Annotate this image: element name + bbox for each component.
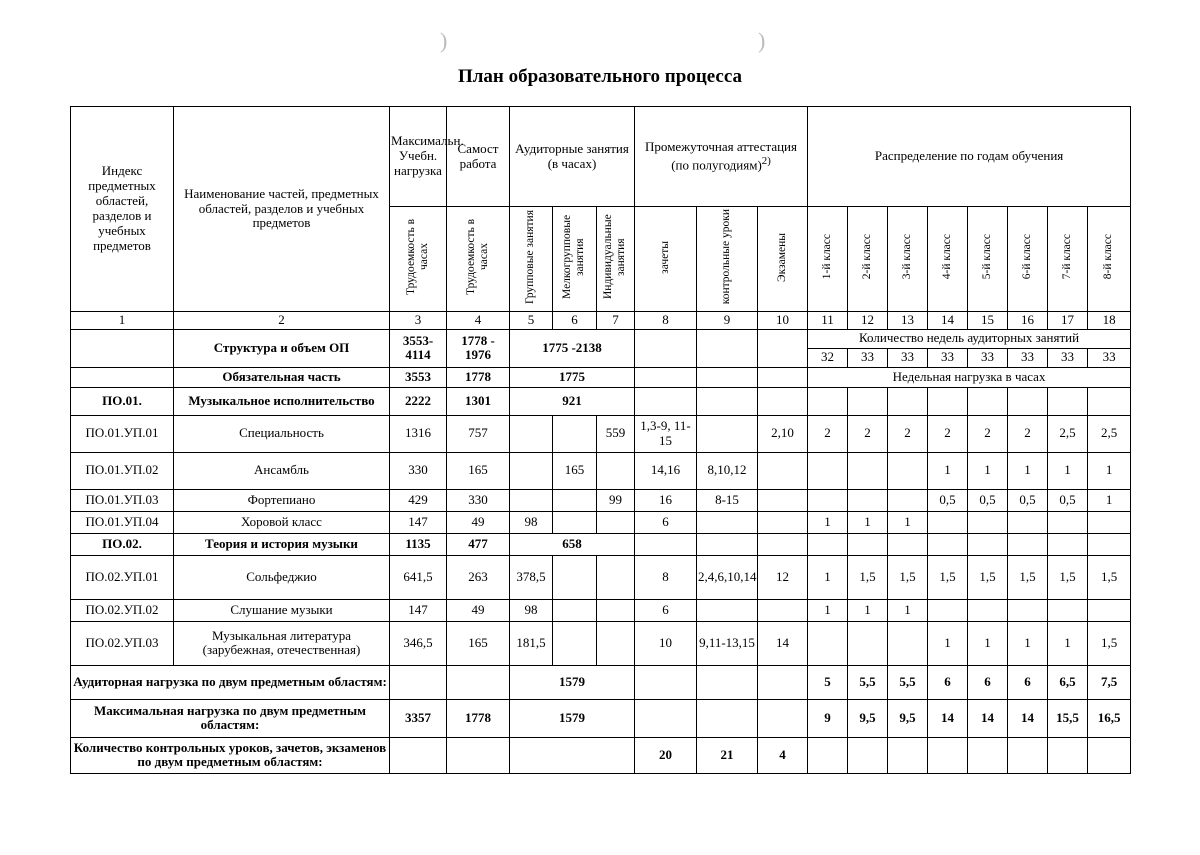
empty-cell [968,737,1008,773]
subject-class-6: 0,5 [1008,489,1048,511]
subject-class-7: 2,5 [1048,415,1088,452]
subject-index: ПО.01.УП.04 [71,511,174,533]
empty-cell [697,533,758,555]
header-index: Индекс предметных областей, разделов и учебных предметов [71,107,174,312]
total-auditory-class-4: 6 [928,665,968,699]
subject-class-5: 1 [968,621,1008,665]
total-auditory-value: 1579 [510,665,635,699]
empty-cell [758,699,808,737]
empty-cell [447,737,510,773]
subject-class-4: 0,5 [928,489,968,511]
subject-control-lessons: 9,11-13,15 [697,621,758,665]
col-num: 17 [1048,311,1088,329]
subject-class-3 [888,489,928,511]
total-auditory-row [71,665,1131,699]
subject-self: 757 [447,415,510,452]
subject-class-6: 1 [1008,452,1048,489]
subject-control-lessons: 8-15 [697,489,758,511]
total-control-lessons: 21 [697,737,758,773]
subject-class-4: 2 [928,415,968,452]
section-self: 477 [447,533,510,555]
subject-class-3 [888,621,928,665]
total-auditory-label: Аудиторная нагрузка по двум предметным областям: [71,665,390,699]
header-class-1: 1-й класс [808,207,848,312]
total-max-class-1: 9 [808,699,848,737]
total-max-self: 1778 [447,699,510,737]
total-max-class-7: 15,5 [1048,699,1088,737]
subject-class-8 [1088,599,1131,621]
header-class-5: 5-й класс [968,207,1008,312]
subject-class-4 [928,511,968,533]
col-num: 15 [968,311,1008,329]
empty-cell [635,665,697,699]
empty-cell [808,737,848,773]
header-small-group: Мелкогрупповые занятия [553,207,597,312]
col-num: 2 [174,311,390,329]
education-plan-table [70,106,1131,774]
header-attestation [635,107,808,207]
empty-cell [848,533,888,555]
subject-class-8: 1 [1088,489,1131,511]
subject-class-4: 1 [928,621,968,665]
subject-small-group [553,489,597,511]
subject-class-3: 1 [888,599,928,621]
subject-class-6 [1008,511,1048,533]
total-max-class-8: 16,5 [1088,699,1131,737]
weekly-load-label: Недельная нагрузка в часах [808,367,1131,387]
empty-cell [1088,737,1131,773]
col-num: 13 [888,311,928,329]
subject-index: ПО.01.УП.01 [71,415,174,452]
subject-class-7 [1048,511,1088,533]
weeks-class-2: 33 [848,348,888,367]
col-num: 16 [1008,311,1048,329]
subject-control-lessons: 2,4,6,10,14 [697,555,758,599]
col-num: 18 [1088,311,1131,329]
subject-class-2 [848,489,888,511]
subject-index: ПО.02.УП.02 [71,599,174,621]
subject-row [71,415,1131,452]
subject-small-group [553,621,597,665]
section-self: 1301 [447,387,510,415]
subject-max: 330 [390,452,447,489]
subject-class-6: 2 [1008,415,1048,452]
subject-class-1 [808,452,848,489]
subject-zachety: 8 [635,555,697,599]
section-auditory: 921 [510,387,635,415]
total-auditory-class-6: 6 [1008,665,1048,699]
empty-cell [390,737,447,773]
total-auditory-class-1: 5 [808,665,848,699]
subject-class-3: 2 [888,415,928,452]
subject-max: 429 [390,489,447,511]
total-zachety: 20 [635,737,697,773]
col-num: 9 [697,311,758,329]
subject-row [71,489,1131,511]
subject-exams [758,511,808,533]
total-auditory-class-8: 7,5 [1088,665,1131,699]
section-auditory: 658 [510,533,635,555]
subject-self: 49 [447,511,510,533]
subject-group [510,415,553,452]
empty-cell [635,533,697,555]
subject-class-7 [1048,599,1088,621]
page-title: План образовательного процесса [457,66,743,87]
header-self-hours: Трудоемкость в часах [447,207,510,312]
total-max-class-4: 14 [928,699,968,737]
subject-self: 49 [447,599,510,621]
subject-class-2: 2 [848,415,888,452]
structure-max: 3553-4114 [390,329,447,367]
weeks-class-7: 33 [1048,348,1088,367]
section-index: ПО.01. [71,387,174,415]
subject-index: ПО.01.УП.03 [71,489,174,511]
subject-control-lessons [697,511,758,533]
header-max-hours: Трудоемкость в часах [390,207,447,312]
empty-cell [1008,387,1048,415]
weeks-class-4: 33 [928,348,968,367]
empty-cell [848,737,888,773]
empty-cell [1088,533,1131,555]
total-auditory-class-5: 6 [968,665,1008,699]
subject-group: 98 [510,599,553,621]
structure-self: 1778 - 1976 [447,329,510,367]
subject-self: 165 [447,452,510,489]
subject-class-7: 0,5 [1048,489,1088,511]
header-control-lessons: контрольные уроки [697,207,758,312]
subject-control-lessons [697,415,758,452]
col-num: 3 [390,311,447,329]
col-num: 4 [447,311,510,329]
subject-exams: 2,10 [758,415,808,452]
empty-cell [808,533,848,555]
subject-class-3: 1,5 [888,555,928,599]
plan-rows [71,387,1131,665]
weeks-class-6: 33 [1008,348,1048,367]
subject-class-8: 1,5 [1088,621,1131,665]
subject-class-1: 1 [808,599,848,621]
header-auditory: Аудиторные занятия (в часах) [510,107,635,207]
subject-individual: 559 [597,415,635,452]
subject-row [71,452,1131,489]
subject-class-8: 2,5 [1088,415,1131,452]
weeks-class-1: 32 [808,348,848,367]
subject-class-8 [1088,511,1131,533]
subject-zachety: 1,3-9, 11-15 [635,415,697,452]
structure-auditory: 1775 -2138 [510,329,635,367]
subject-class-1: 1 [808,555,848,599]
subject-row [71,511,1131,533]
subject-max: 346,5 [390,621,447,665]
subject-max: 641,5 [390,555,447,599]
empty-cell [1048,387,1088,415]
subject-index: ПО.02.УП.03 [71,621,174,665]
header-class-8: 8-й класс [1088,207,1131,312]
col-num: 10 [758,311,808,329]
subject-zachety: 16 [635,489,697,511]
section-name: Теория и история музыки [174,533,390,555]
subject-name: Музыкальная литература (зарубежная, отечественная) [174,621,390,665]
subject-class-3 [888,452,928,489]
empty-cell [758,387,808,415]
subject-exams [758,599,808,621]
col-num: 12 [848,311,888,329]
subject-class-5 [968,511,1008,533]
empty-cell [635,329,697,367]
col-num: 8 [635,311,697,329]
structure-index [71,329,174,367]
subject-group [510,489,553,511]
subject-class-1: 2 [808,415,848,452]
empty-cell [635,387,697,415]
subject-index: ПО.02.УП.01 [71,555,174,599]
column-numbers-row [71,311,1131,329]
header-distribution: Распределение по годам обучения [808,107,1131,207]
subject-class-1: 1 [808,511,848,533]
mandatory-self: 1778 [447,367,510,387]
subject-class-4: 1 [928,452,968,489]
subject-zachety: 10 [635,621,697,665]
empty-cell [848,387,888,415]
empty-cell [71,367,174,387]
empty-cell [758,329,808,367]
subject-class-6: 1 [1008,621,1048,665]
empty-cell [635,367,697,387]
empty-cell [697,387,758,415]
total-max-auditory: 1579 [510,699,635,737]
subject-zachety: 6 [635,599,697,621]
subject-class-6 [1008,599,1048,621]
subject-zachety: 6 [635,511,697,533]
total-auditory-class-2: 5,5 [848,665,888,699]
subject-class-2: 1 [848,511,888,533]
total-max-class-2: 9,5 [848,699,888,737]
total-max-class-6: 14 [1008,699,1048,737]
subject-self: 165 [447,621,510,665]
empty-cell [928,387,968,415]
header-name: Наименование частей, предметных областей, разделов и учебных предметов [174,107,390,312]
empty-cell [635,699,697,737]
subject-individual [597,555,635,599]
subject-row [71,599,1131,621]
mandatory-auditory: 1775 [510,367,635,387]
total-count-label: Количество контрольных уроков, зачетов, экзаменов по двум предметным областям: [71,737,390,773]
header-attestation-text: Промежуточная аттестация (по полугодиям) [645,138,797,173]
subject-group: 181,5 [510,621,553,665]
empty-cell [1008,533,1048,555]
total-auditory-class-7: 6,5 [1048,665,1088,699]
section-index: ПО.02. [71,533,174,555]
subject-class-5: 1,5 [968,555,1008,599]
subject-group: 98 [510,511,553,533]
subject-class-8: 1 [1088,452,1131,489]
empty-cell [928,533,968,555]
header-self: Самост работа [447,107,510,207]
empty-cell [697,699,758,737]
subject-class-5 [968,599,1008,621]
mandatory-max: 3553 [390,367,447,387]
subject-zachety: 14,16 [635,452,697,489]
subject-group [510,452,553,489]
empty-cell [390,665,447,699]
section-max: 1135 [390,533,447,555]
weeks-class-8: 33 [1088,348,1131,367]
empty-cell [697,329,758,367]
subject-small-group [553,555,597,599]
subject-name: Специальность [174,415,390,452]
subject-row [71,621,1131,665]
subject-class-1 [808,489,848,511]
empty-cell [928,737,968,773]
header-zachety: зачеты [635,207,697,312]
empty-cell [1048,737,1088,773]
empty-cell [758,533,808,555]
subject-control-lessons [697,599,758,621]
empty-cell [697,367,758,387]
col-num: 11 [808,311,848,329]
subject-individual [597,511,635,533]
subject-control-lessons: 8,10,12 [697,452,758,489]
subject-max: 147 [390,599,447,621]
total-auditory-class-3: 5,5 [888,665,928,699]
subject-name: Слушание музыки [174,599,390,621]
total-max-class-3: 9,5 [888,699,928,737]
subject-class-2: 1,5 [848,555,888,599]
header-class-2: 2-й класс [848,207,888,312]
subject-max: 1316 [390,415,447,452]
empty-cell [447,665,510,699]
subject-class-5: 1 [968,452,1008,489]
subject-class-6: 1,5 [1008,555,1048,599]
subject-class-2 [848,452,888,489]
header-attestation-sup: 2) [761,154,771,167]
empty-cell [758,367,808,387]
empty-cell [888,533,928,555]
empty-cell [1048,533,1088,555]
subject-class-3: 1 [888,511,928,533]
subject-individual [597,621,635,665]
header-max: Максимальн. Учебн. нагрузка [390,107,447,207]
col-num: 6 [553,311,597,329]
empty-cell [1008,737,1048,773]
subject-small-group: 165 [553,452,597,489]
mandatory-label: Обязательная часть [174,367,390,387]
subject-class-5: 0,5 [968,489,1008,511]
section-row [71,387,1131,415]
empty-cell [758,665,808,699]
col-num: 5 [510,311,553,329]
empty-cell [888,387,928,415]
col-num: 1 [71,311,174,329]
subject-individual [597,599,635,621]
header-exams: Экзамены [758,207,808,312]
total-max-value: 3357 [390,699,447,737]
subject-small-group [553,511,597,533]
empty-cell [968,387,1008,415]
subject-group: 378,5 [510,555,553,599]
header-group: Групповые занятия [510,207,553,312]
total-max-row [71,699,1131,737]
scan-mark-right: ) [758,28,766,53]
subject-exams [758,489,808,511]
subject-row [71,555,1131,599]
header-class-7: 7-й класс [1048,207,1088,312]
scan-mark-left: ) [440,28,448,53]
col-num: 7 [597,311,635,329]
subject-exams [758,452,808,489]
empty-cell [808,387,848,415]
section-max: 2222 [390,387,447,415]
header-class-6: 6-й класс [1008,207,1048,312]
subject-class-7: 1 [1048,452,1088,489]
subject-individual [597,452,635,489]
subject-class-7: 1,5 [1048,555,1088,599]
subject-individual: 99 [597,489,635,511]
subject-class-1 [808,621,848,665]
subject-small-group [553,415,597,452]
total-max-label: Максимальная нагрузка по двум предметным областям: [71,699,390,737]
header-individual: Индивидуальные занятия [597,207,635,312]
subject-self: 263 [447,555,510,599]
subject-name: Ансамбль [174,452,390,489]
subject-class-4: 1,5 [928,555,968,599]
col-num: 14 [928,311,968,329]
section-row [71,533,1131,555]
subject-self: 330 [447,489,510,511]
total-exams: 4 [758,737,808,773]
subject-index: ПО.01.УП.02 [71,452,174,489]
weeks-class-3: 33 [888,348,928,367]
subject-max: 147 [390,511,447,533]
total-max-class-5: 14 [968,699,1008,737]
subject-small-group [553,599,597,621]
subject-class-7: 1 [1048,621,1088,665]
weeks-label: Количество недель аудиторных занятий [808,329,1131,348]
subject-class-2 [848,621,888,665]
header-class-3: 3-й класс [888,207,928,312]
empty-cell [968,533,1008,555]
structure-label: Структура и объем ОП [174,329,390,367]
weeks-class-5: 33 [968,348,1008,367]
subject-class-4 [928,599,968,621]
subject-exams: 12 [758,555,808,599]
empty-cell [1088,387,1131,415]
subject-class-5: 2 [968,415,1008,452]
subject-name: Сольфеджио [174,555,390,599]
empty-cell [888,737,928,773]
header-class-4: 4-й класс [928,207,968,312]
empty-cell [510,737,635,773]
subject-class-8: 1,5 [1088,555,1131,599]
subject-exams: 14 [758,621,808,665]
subject-name: Хоровой класс [174,511,390,533]
subject-name: Фортепиано [174,489,390,511]
section-name: Музыкальное исполнительство [174,387,390,415]
subject-class-2: 1 [848,599,888,621]
empty-cell [697,665,758,699]
